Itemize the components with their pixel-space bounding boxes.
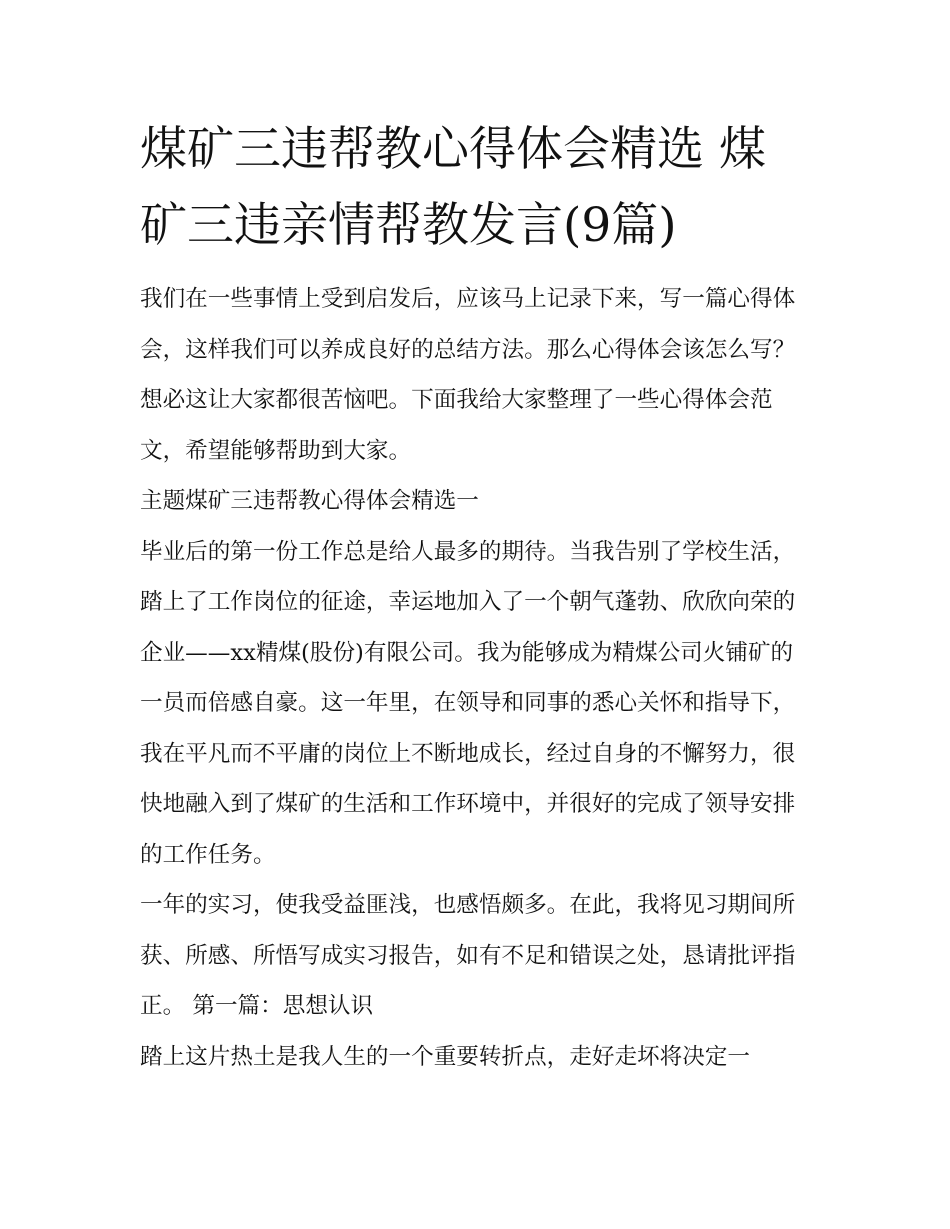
- body-paragraph: 毕业后的第一份工作总是给人最多的期待。当我告别了学校生活，踏上了工作岗位的征途，幸运地加入了一个朝气蓬勃、欣欣向荣的企业——xx精煤(股份)有限公司。我为能够成为精煤公司火铺矿的一员而倍感自豪。这一年里，在领导和同事的悉心关怀和指导下，我在平凡而不平庸的岗位上不断地成长，经过自身的不懈努力，很快地融入到了煤矿的生活和工作环境中，并很好的完成了领导安排的工作任务。: [140, 538, 796, 868]
- document-body: [140, 112, 812, 1082]
- body-paragraph: 踏上这片热土是我人生的一个重要转折点，走好走坏将决定一: [140, 1043, 751, 1070]
- body-paragraph: 一年的实习，使我受益匪浅，也感悟颇多。在此，我将见习期间所获、所感、所悟写成实习报告，如有不足和错误之处，恳请批评指正。 第一篇：思想认识: [140, 892, 796, 1019]
- document-title: 煤矿三违帮教心得体会精选 煤矿三违亲情帮教发言(9篇): [140, 122, 766, 253]
- section-heading: 主题煤矿三违帮教心得体会精选一: [140, 488, 479, 514]
- intro-paragraph: 我们在一些事情上受到启发后，应该马上记录下来，写一篇心得体会，这样我们可以养成良好的总结方法。那么心得体会该怎么写？想必这让大家都很苦恼吧。下面我给大家整理了一些心得体会范文，希望能够帮助到大家。: [140, 286, 796, 464]
